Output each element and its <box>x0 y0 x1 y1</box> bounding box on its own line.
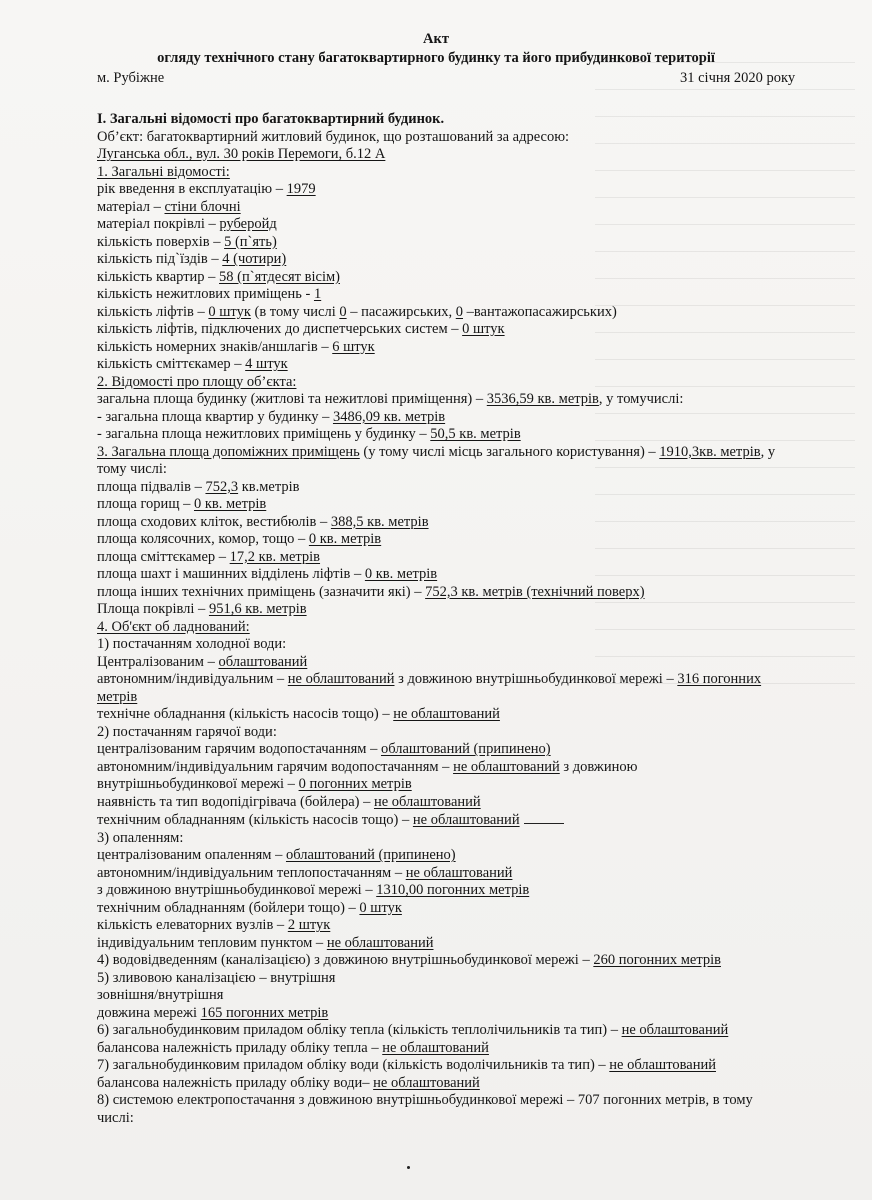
section-heading: І. Загальні відомості про багатоквартирний будинок. <box>97 111 445 127</box>
power-row-2: числі: <box>97 1109 134 1126</box>
heat-tech-row: технічним обладнанням (бойлери тощо) – 0 штук <box>97 899 402 916</box>
cold-auto-cont: метрів <box>97 688 138 705</box>
pram-row: площа колясочних, комор, тощо – 0 кв. метрів <box>97 531 382 547</box>
heat-elevator-row: кількість елеваторних вузлів – 2 штук <box>97 917 331 933</box>
heat-net-row: з довжиною внутрішньобудинкової мережі – 1310,00 погонних метрів <box>97 882 530 898</box>
lifts-dispatch-row: кількість ліфтів, підключених до диспетчерських систем – 0 штук <box>97 321 505 337</box>
nonres-area-row: - загальна площа нежитлових приміщень у будинку – 50,5 кв. метрів <box>97 426 521 442</box>
tech-rooms-row: площа інших технічних приміщень (зазначити які) – 752,3 кв. метрів (технічний поверх) <box>97 583 645 600</box>
storm-length-row: довжина мережі 165 погонних метрів <box>97 1004 329 1021</box>
signs-row: кількість номерних знаків/аншлагів – 6 штук <box>97 338 375 355</box>
hot-central-row: централізованим гарячим водопостачанням – облаштований (припинено) <box>97 741 551 757</box>
power-row: 8) системою електропостачання з довжиною внутрішньобудинкової мережі – 707 погонних метрів, в тому <box>97 1092 753 1108</box>
equip-title: 4. Об'єкт об ладнований: <box>97 618 250 635</box>
heat-meter-balance-row: балансова належність приладу обліку тепла – не облаштований <box>97 1039 489 1056</box>
storm-row-2: зовнішня/внутрішня <box>97 987 224 1003</box>
heat-point-row: індивідуальним тепловим пунктом – не облаштований <box>97 934 434 951</box>
shafts-row: площа шахт і машинних відділень ліфтів – 0 кв. метрів <box>97 566 438 582</box>
document-body <box>97 111 837 1127</box>
heat-title: 3) опаленням: <box>97 829 184 846</box>
heat-central-row: централізованим опаленням – облаштований (припинено) <box>97 847 456 863</box>
basement-row: площа підвалів – 752,3 кв.метрів <box>97 478 300 495</box>
document-title: Акт <box>423 31 449 47</box>
roof-area-row: Площа покрівлі – 951,6 кв. метрів <box>97 601 307 617</box>
cold-auto-row: автономним/індивідуальним – не облаштований з довжиною внутрішньобудинкової мережі – 316 погонних <box>97 671 762 687</box>
cold-tech-row: технічне обладнання (кількість насосів тощо) – не облаштований <box>97 706 500 722</box>
aux-title-row: 3. Загальна площа допоміжних приміщень (у тому числі місць загального користування) – 1910,3кв. метрів, у <box>97 443 776 460</box>
blank-line <box>524 811 564 824</box>
cold-title: 1) постачанням холодної води: <box>97 636 287 652</box>
year-row: рік введення в експлуатацію – 1979 <box>97 181 316 197</box>
general-title: 1. Загальні відомості: <box>97 163 230 180</box>
hot-boiler-row: наявність та тип водопідігрівача (бойлера) – не облаштований <box>97 793 481 810</box>
floors-row: кількість поверхів – 5 (п`ять) <box>97 233 277 250</box>
aux-title-cont: тому числі: <box>97 461 167 477</box>
chutes-row: кількість сміттєкамер – 4 штук <box>97 356 288 372</box>
attic-row: площа горищ – 0 кв. метрів <box>97 496 267 512</box>
roof-material-row: матеріал покрівлі – руберойд <box>97 216 277 232</box>
material-row: матеріал – стіни блочні <box>97 198 241 215</box>
apartments-area-row: - загальна площа квартир у будинку – 3486,09 кв. метрів <box>97 408 446 425</box>
total-area-row: загальна площа будинку (житлові та нежитлові приміщення) – 3536,59 кв. метрів, у томучислі: <box>97 391 684 407</box>
document-subtitle: огляду технічного стану багатоквартирного будинку та його прибудинкової території <box>157 50 715 66</box>
heat-auto-row: автономним/індивідуальним теплопостачанням – не облаштований <box>97 864 513 881</box>
nonresidential-row: кількість нежитлових приміщень - 1 <box>97 286 322 302</box>
stairs-row: площа сходових кліток, вестибюлів – 388,5 кв. метрів <box>97 513 429 530</box>
scan-speck <box>407 1166 410 1169</box>
apartments-row: кількість квартир – 58 (п`ятдесят вісім) <box>97 268 340 285</box>
sewer-row: 4) водовідведенням (каналізацією) з довжиною внутрішньобудинкової мережі – 260 погонних метрів <box>97 952 721 968</box>
hot-tech-row: технічним обладнанням (кількість насосів тощо) – не облаштований <box>97 811 837 830</box>
water-meter-row: 7) загальнобудинковим приладом обліку води (кількість водолічильників та тип) – не облаштований <box>97 1057 716 1073</box>
object-label: Об’єкт: багатоквартирний житловий будинок, що розташований за адресою: <box>97 128 570 145</box>
lifts-row: кількість ліфтів – 0 штук (в тому числі 0 – пасажирських, 0 –вантажопасажирських) <box>97 303 617 320</box>
entrances-row: кількість під`їздів – 4 (чотири) <box>97 251 287 267</box>
city: м. Рубіжне <box>97 70 165 86</box>
object-address: Луганська обл., вул. 30 років Перемоги, б.12 А <box>97 146 386 162</box>
date: 31 січня 2020 року <box>680 70 796 86</box>
cold-central-row: Централізованим – облаштований <box>97 653 308 670</box>
hot-auto-row: автономним/індивідуальним гарячим водопостачанням – не облаштований з довжиною <box>97 758 638 775</box>
water-meter-balance-row: балансова належність приладу обліку води– не облаштований <box>97 1074 480 1091</box>
heat-meter-row: 6) загальнобудинковим приладом обліку тепла (кількість теплолічильників та тип) – не облаштований <box>97 1022 729 1038</box>
hot-net-row: внутрішньобудинкової мережі – 0 погонних метрів <box>97 776 412 792</box>
hot-title: 2) постачанням гарячої води: <box>97 723 277 740</box>
trash-row: площа сміттєкамер – 17,2 кв. метрів <box>97 548 321 565</box>
area-title: 2. Відомості про площу об’єкта: <box>97 373 297 390</box>
storm-row: 5) зливовою каналізацією – внутрішня <box>97 969 336 986</box>
